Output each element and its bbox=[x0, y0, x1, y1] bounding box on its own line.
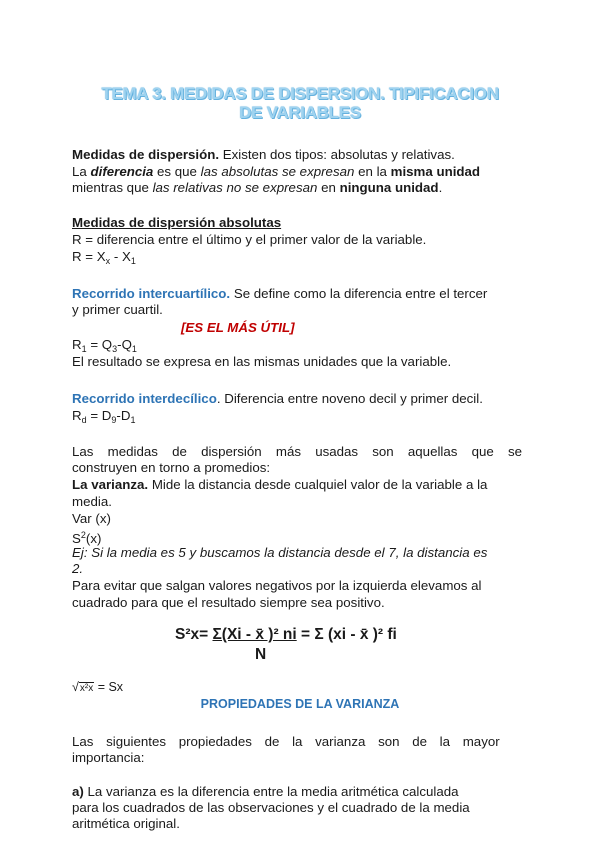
intro-line-1 bbox=[72, 146, 512, 163]
text: . bbox=[438, 180, 443, 195]
text: Se define como la diferencia entre el tercer bbox=[230, 286, 488, 301]
properties-heading: PROPIEDADES DE LA VARIANZA bbox=[200, 697, 400, 711]
varianza-line-1 bbox=[72, 476, 512, 493]
page-title bbox=[72, 84, 528, 122]
subscript: 1 bbox=[131, 344, 137, 354]
text: R bbox=[72, 337, 82, 352]
var-paragraph-1-line-2: construyen en torno a promedios: bbox=[72, 460, 271, 475]
text: es que bbox=[153, 164, 201, 179]
subscript: 1 bbox=[81, 344, 87, 354]
sqrt-formula bbox=[72, 680, 123, 694]
formula-denominator: N bbox=[255, 646, 267, 663]
var-paragraph-2-line-2: cuadrado para que el resultado siempre sea positivo. bbox=[72, 595, 385, 610]
subscript: x bbox=[105, 256, 111, 266]
intro-line-2 bbox=[72, 163, 512, 180]
intro-line-3 bbox=[72, 179, 512, 196]
intro-bold: Medidas de dispersión. bbox=[72, 147, 220, 162]
prop-a-line-3: aritmética original. bbox=[72, 816, 180, 831]
text: S bbox=[72, 531, 81, 546]
props-line-2: importancia: bbox=[72, 750, 145, 765]
text: R = X bbox=[72, 249, 106, 264]
prop-a-label: a) bbox=[72, 784, 84, 799]
subscript: 9 bbox=[111, 415, 117, 425]
subscript: 1 bbox=[130, 256, 136, 266]
variance-formula bbox=[175, 626, 397, 644]
varianza-bold: La varianza. bbox=[72, 477, 149, 492]
text: -Q bbox=[117, 337, 132, 352]
text: . Diferencia entre noveno decil y primer decil. bbox=[216, 391, 483, 406]
ric-result: El resultado se expresa en las mismas unidades que la variable. bbox=[72, 354, 452, 369]
emphasis: diferencia bbox=[90, 164, 154, 179]
formula-lhs: S²x= bbox=[175, 626, 213, 643]
subscript: 1 bbox=[130, 415, 136, 425]
radicand: x²x bbox=[79, 683, 94, 694]
text: -D bbox=[116, 408, 131, 423]
text: = D bbox=[86, 408, 112, 423]
example-line-1: Ej: Si la media es 5 y buscamos la distancia desde el 7, la distancia es bbox=[72, 545, 488, 560]
text: R bbox=[72, 408, 82, 423]
superscript: 2 bbox=[80, 530, 86, 540]
formula-numerator: Σ(Xi - x̄ )² ni bbox=[212, 626, 297, 643]
formula-rhs: = Σ (xi - x̄ )² fi bbox=[296, 626, 397, 643]
prop-a-line-1 bbox=[72, 783, 512, 800]
var-x: Var (x) bbox=[72, 511, 111, 526]
text: Mide la distancia desde cualquiel valor de la variable a la bbox=[148, 477, 488, 492]
rid-label: Recorrido interdecílico bbox=[72, 391, 217, 406]
italic-text: las relativas no se expresan bbox=[152, 180, 318, 195]
example-line-2: 2. bbox=[72, 561, 84, 576]
text: en la bbox=[354, 164, 391, 179]
prop-a-line-2: para los cuadrados de las observaciones y el cuadrado de la media bbox=[72, 800, 470, 815]
varianza-line-2: media. bbox=[72, 494, 112, 509]
bold-text: ninguna unidad bbox=[339, 180, 439, 195]
sqrt-sign: √ bbox=[72, 680, 79, 694]
intro-text: Existen dos tipos: absolutas y relativas. bbox=[219, 147, 455, 162]
range-formula bbox=[72, 248, 512, 270]
bold-text: misma unidad bbox=[390, 164, 481, 179]
text: La varianza es la diferencia entre la media aritmética calculada bbox=[83, 784, 459, 799]
subscript: d bbox=[81, 415, 87, 425]
text: - X bbox=[110, 249, 131, 264]
ric-label: Recorrido intercuartílico. bbox=[72, 286, 231, 301]
props-line-1: Las siguientes propiedades de la varianza son de la mayor bbox=[72, 734, 500, 749]
var-paragraph-1-line-1: Las medidas de dispersión más usadas son aquellas que se bbox=[72, 444, 523, 459]
range-definition: R = diferencia entre el último y el primer valor de la variable. bbox=[72, 232, 427, 247]
text: (x) bbox=[85, 531, 102, 546]
text: mientras que bbox=[72, 180, 153, 195]
italic-text: las absolutas se expresan bbox=[200, 164, 355, 179]
rid-formula bbox=[72, 407, 512, 429]
section-heading-absolutas: Medidas de dispersión absolutas bbox=[72, 215, 282, 230]
subscript: 3 bbox=[112, 344, 118, 354]
rid-line-1 bbox=[72, 390, 512, 407]
text: = Q bbox=[86, 337, 113, 352]
title-line-2: DE VARIABLES bbox=[239, 103, 361, 122]
text: La bbox=[72, 164, 91, 179]
var-paragraph-2-line-1: Para evitar que salgan valores negativos por la izquierda elevamos al bbox=[72, 578, 482, 593]
ric-line-1 bbox=[72, 285, 512, 302]
ric-note: [ES EL MÁS ÚTIL] bbox=[181, 320, 295, 335]
text: = Sx bbox=[94, 680, 124, 694]
text: en bbox=[317, 180, 340, 195]
title-line-1: TEMA 3. MEDIDAS DE DISPERSION. TIPIFICACION bbox=[101, 84, 499, 103]
ric-line-2: y primer cuartil. bbox=[72, 302, 163, 317]
